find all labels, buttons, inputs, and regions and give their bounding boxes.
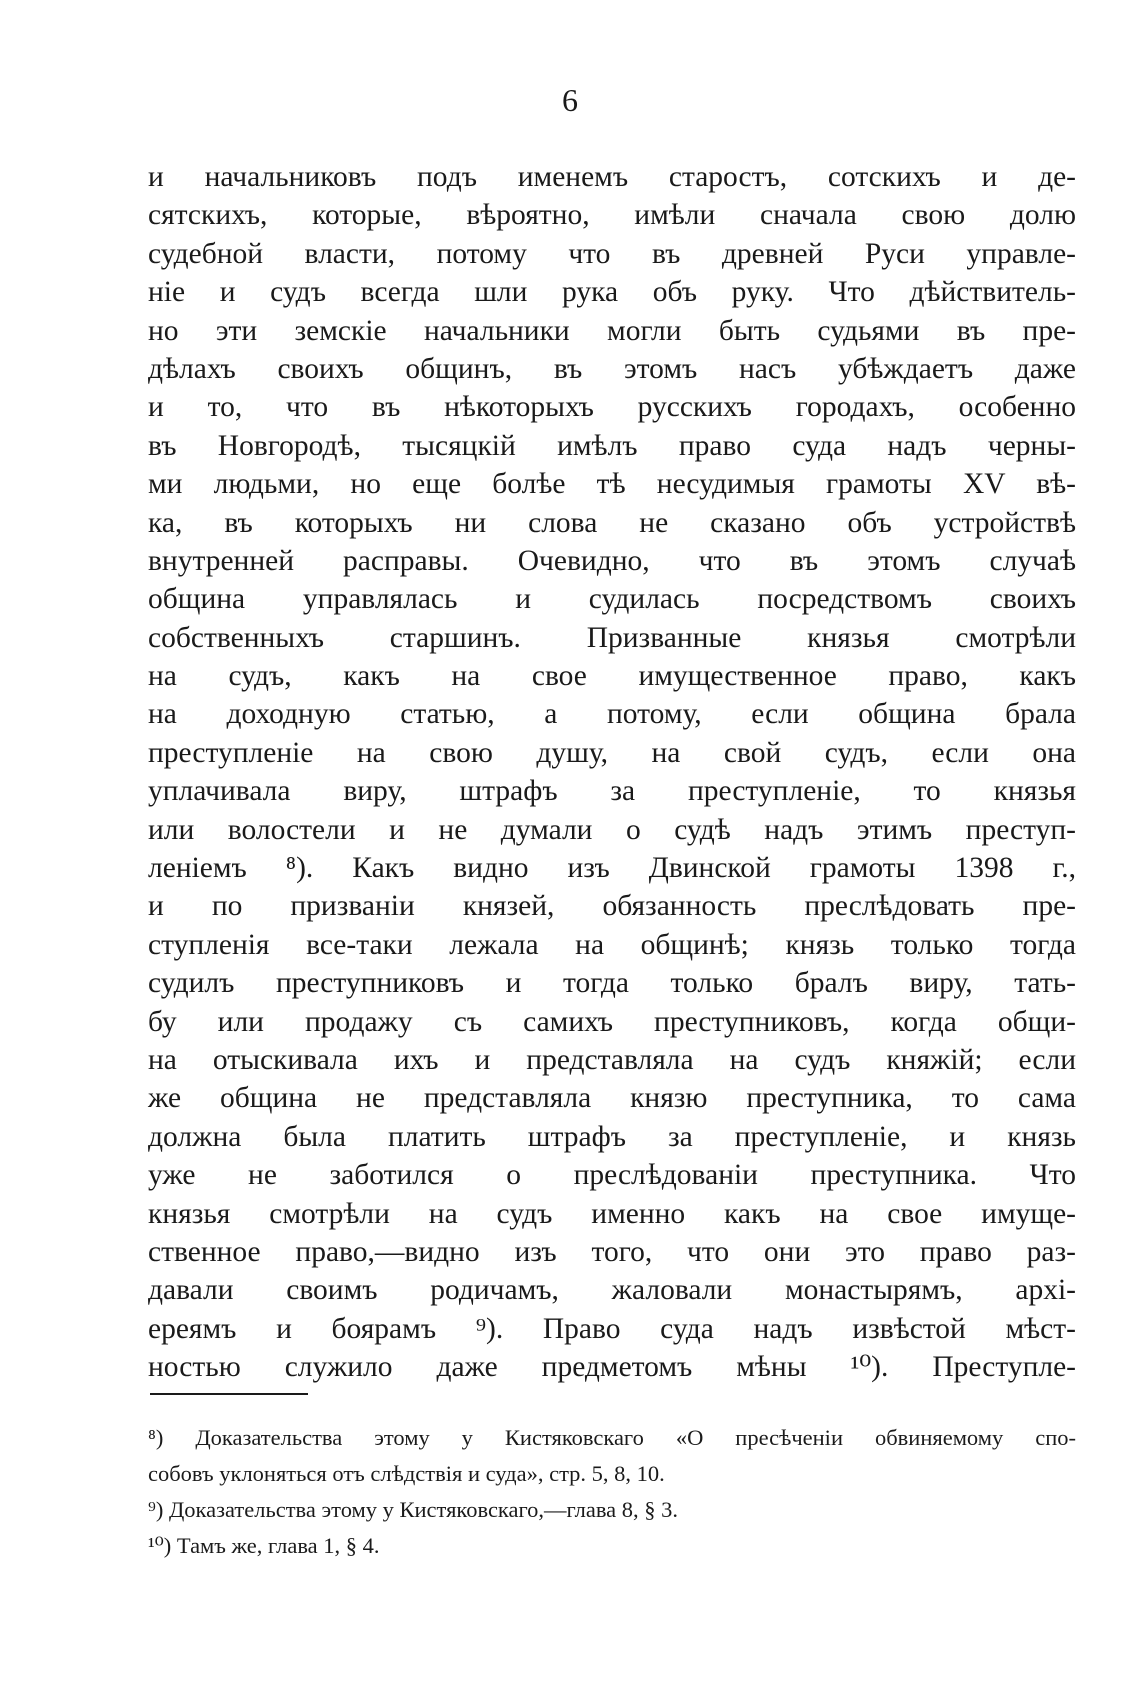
text-line: судилъ преступниковъ и тогда только бралъ виру, тать- (148, 967, 1076, 1000)
text-line: община управлялась и судилась посредствомъ своихъ (148, 583, 1076, 616)
footnote-9: ⁹) Доказательства этому у Кистяковскаго,—глава 8, § 3. (148, 1497, 679, 1522)
text-line: давали своимъ родичамъ, жаловали монастырямъ, архі- (148, 1274, 1076, 1307)
text-line: собственныхъ старшинъ. Призванные князья смотрѣли (148, 621, 1076, 654)
text-line: ми людьми, но еще болѣе тѣ несудимыя грамоты XV вѣ- (148, 468, 1076, 501)
footnote-8-line-2: собовъ уклоняться отъ слѣдствія и суда», стр. 5, 8, 10. (148, 1461, 665, 1486)
text-line: дѣлахъ своихъ общинъ, въ этомъ насъ убѣждаетъ даже (148, 352, 1076, 385)
main-text (148, 158, 1076, 1387)
text-line: или волостели и не думали о судѣ надъ этимъ преступ- (148, 813, 1076, 846)
text-line: внутренней расправы. Очевидно, что въ этомъ случаѣ (148, 544, 1076, 577)
text-line: ка, въ которыхъ ни слова не сказано объ устройствѣ (148, 506, 1076, 539)
text-line: ностью служило даже предметомъ мѣны ¹⁰). Преступле- (148, 1351, 1076, 1384)
text-line: ніе и судъ всегда шли рука объ руку. Что дѣйствитель- (148, 276, 1076, 309)
text-line: уже не заботился о преслѣдованіи преступника. Что (148, 1159, 1076, 1192)
text-line: и начальниковъ подъ именемъ старостъ, сотскихъ и де- (148, 161, 1076, 193)
text-line: леніемъ ⁸). Какъ видно изъ Двинской грамоты 1398 г., (148, 852, 1076, 885)
text-line: же община не представляла князю преступника, то сама (148, 1082, 1076, 1115)
text-line: ереямъ и боярамъ ⁹). Право суда надъ извѣстой мѣст- (148, 1312, 1076, 1345)
text-line: на доходную статью, а потому, если община брала (148, 698, 1076, 731)
text-line: ступленія все-таки лежала на общинѣ; князь только тогда (148, 928, 1076, 961)
text-line: уплачивала виру, штрафъ за преступленіе, то князья (148, 775, 1076, 808)
text-line: князья смотрѣли на судъ именно какъ на свое имуще- (148, 1197, 1076, 1230)
page-number: 6 (562, 82, 578, 118)
text-line: бу или продажу съ самихъ преступниковъ, когда общи- (148, 1005, 1076, 1038)
footnotes (148, 1420, 1076, 1564)
text-line: на отыскивала ихъ и представляла на судъ княжій; если (148, 1043, 1076, 1076)
text-line: судебной власти, потому что въ древней Руси управле- (148, 237, 1076, 270)
text-line: но эти земскіе начальники могли быть судьями въ пре- (148, 314, 1076, 347)
text-line: и по призваніи князей, обязанность преслѣдовать пре- (148, 890, 1076, 923)
footnote-separator (150, 1393, 308, 1395)
text-line: ственное право,—видно изъ того, что они это право раз- (148, 1235, 1076, 1268)
text-line: на судъ, какъ на свое имущественное право, какъ (148, 660, 1076, 693)
footnote-8-line-1: ⁸) Доказательства этому у Кистяковскаго «О пресѣченіи обвиняемому спо- (148, 1425, 1076, 1450)
text-line: должна была платить штрафъ за преступленіе, и князь (148, 1120, 1076, 1153)
text-line: и то, что въ нѣкоторыхъ русскихъ городахъ, особенно (148, 391, 1076, 424)
text-line: въ Новгородѣ, тысяцкій имѣлъ право суда надъ черны- (148, 429, 1076, 462)
text-line: сятскихъ, которые, вѣроятно, имѣли сначала свою долю (148, 199, 1076, 232)
text-line: преступленіе на свою душу, на свой судъ, если она (148, 736, 1076, 769)
footnote-10: ¹⁰) Тамъ же, глава 1, § 4. (148, 1533, 380, 1558)
